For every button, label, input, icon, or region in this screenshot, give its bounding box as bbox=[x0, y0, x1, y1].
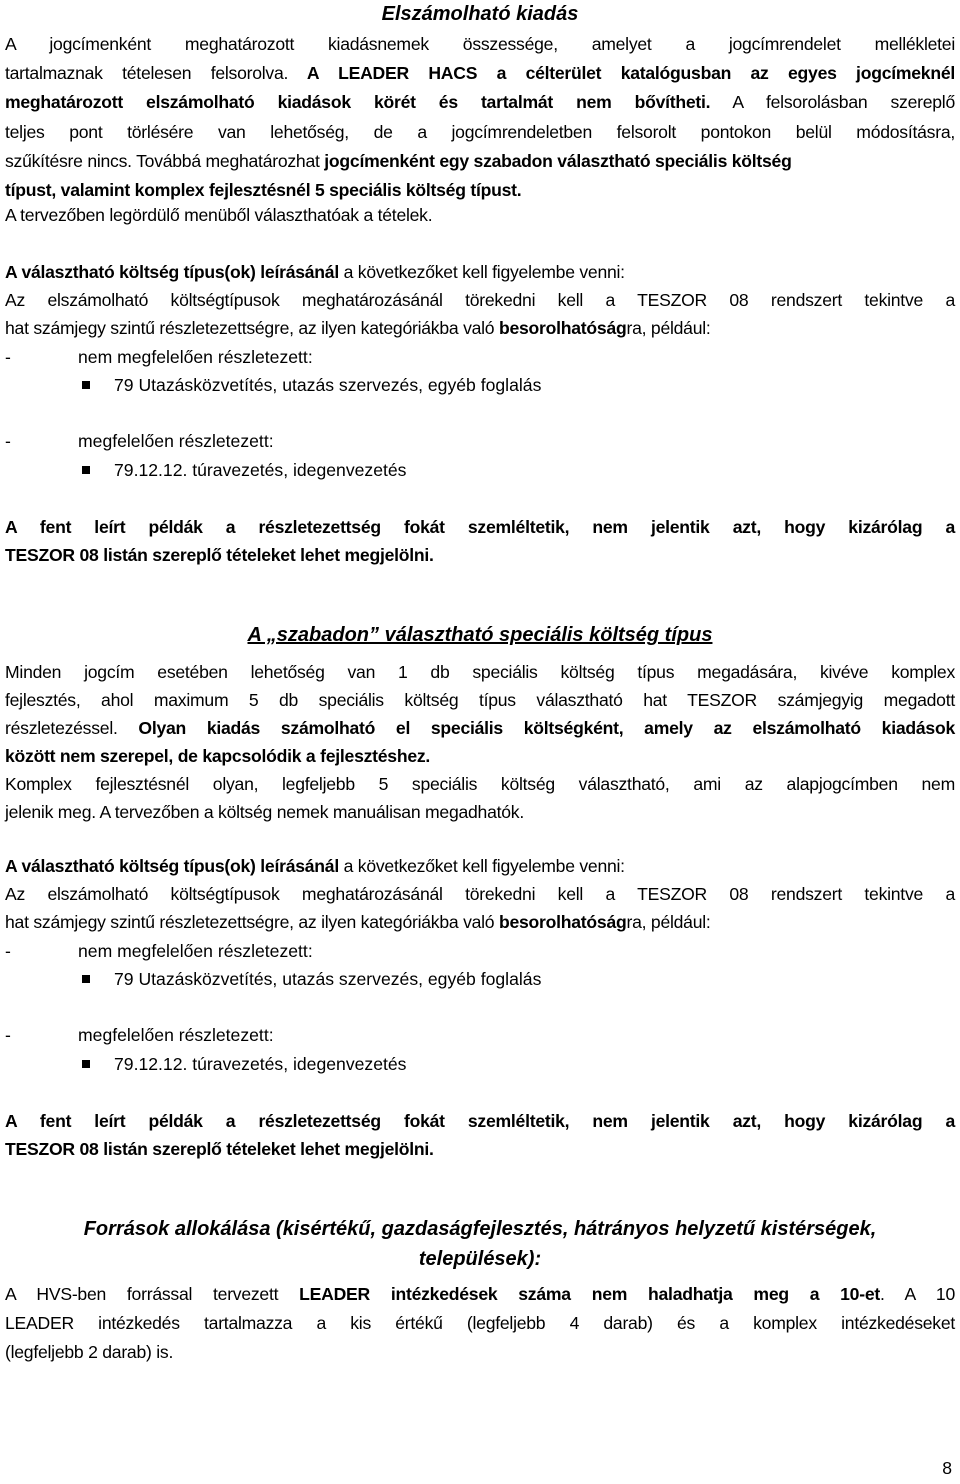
paragraph-line: hat számjegy szintű részletezettségre, az ilyen kategóriákba való besorolhatóságra, például: bbox=[5, 912, 711, 932]
paragraph-line: Minden jogcím esetében lehetőség van 1 db speciális költség típus megadására, kivéve komplex bbox=[5, 662, 955, 682]
note-line: TESZOR 08 listán szereplő tételeket lehet megjelölni. bbox=[5, 545, 434, 565]
paragraph-line: hat számjegy szintű részletezettségre, az ilyen kategóriákba való besorolhatóságra, például: bbox=[5, 318, 711, 338]
list-item: - megfelelően részletezett: bbox=[5, 431, 274, 451]
paragraph-line: A választható költség típus(ok) leírásánál a következőket kell figyelembe venni: bbox=[5, 262, 625, 282]
note-line: TESZOR 08 listán szereplő tételeket lehet megjelölni. bbox=[5, 1139, 434, 1159]
list-item: - megfelelően részletezett: bbox=[5, 1025, 274, 1045]
paragraph-line: jelenik meg. A tervezőben a költség nemek manuálisan megadhatók. bbox=[5, 802, 524, 822]
list-item: - nem megfelelően részletezett: bbox=[5, 347, 313, 367]
square-bullet-icon bbox=[82, 975, 90, 983]
paragraph-line: A tervezőben legördülő menüből választhatóak a tételek. bbox=[5, 205, 433, 225]
paragraph-line: Komplex fejlesztésnél olyan, legfeljebb 5 speciális költség választható, ami az alapjogcímben nem bbox=[5, 774, 955, 794]
paragraph-line: fejlesztés, ahol maximum 5 db speciális költség típus választható hat TESZOR számjegyig megadott bbox=[5, 690, 955, 710]
list-item: 79.12.12. túravezetés, idegenvezetés bbox=[82, 1052, 406, 1076]
list-item: 79 Utazásközvetítés, utazás szervezés, egyéb foglalás bbox=[82, 373, 541, 397]
section-title: A „szabadon” választható speciális költség típus bbox=[247, 624, 713, 646]
list-item: 79 Utazásközvetítés, utazás szervezés, egyéb foglalás bbox=[82, 967, 541, 991]
list-item: - nem megfelelően részletezett: bbox=[5, 941, 313, 961]
paragraph-line: A HVS-ben forrással tervezett LEADER intézkedések száma nem haladhatja meg a 10-et. A 10 bbox=[5, 1284, 956, 1304]
page-number: 8 bbox=[942, 1458, 952, 1478]
paragraph-line: A választható költség típus(ok) leírásánál a következőket kell figyelembe venni: bbox=[5, 856, 625, 876]
paragraph-line: meghatározott elszámolható kiadások körét és tartalmát nem bővítheti. A felsorolásban szereplő bbox=[5, 92, 955, 112]
paragraph-line: részletezéssel. Olyan kiadás számolható el speciális költségként, amely az elszámolható kiadások bbox=[5, 718, 955, 738]
paragraph-line: tartalmaznak tételesen felsorolva. A LEADER HACS a célterület katalógusban az egyes jogcímeknél bbox=[5, 63, 955, 83]
paragraph-line: teljes pont törlésére van lehetőség, de a jogcímrendeletben felsorolt pontokon belül módosításra, bbox=[5, 122, 955, 142]
note-line: A fent leírt példák a részletezettség fokát szemléltetik, nem jelentik azt, hogy kizárólag a bbox=[5, 517, 955, 537]
paragraph-line: között nem szerepel, de kapcsolódik a fejlesztéshez. bbox=[5, 746, 431, 766]
square-bullet-icon bbox=[82, 466, 90, 474]
list-item: 79.12.12. túravezetés, idegenvezetés bbox=[82, 458, 406, 482]
section-title-continued: települések): bbox=[418, 1248, 542, 1270]
paragraph-line: Az elszámolható költségtípusok meghatározásánál törekedni kell a TESZOR 08 rendszert tekintve a bbox=[5, 290, 955, 310]
paragraph-line: Az elszámolható költségtípusok meghatározásánál törekedni kell a TESZOR 08 rendszert tekintve a bbox=[5, 884, 955, 904]
paragraph-line: LEADER intézkedés tartalmazza a kis értékű (legfeljebb 4 darab) és a komplex intézkedéseket bbox=[5, 1313, 955, 1333]
square-bullet-icon bbox=[82, 381, 90, 389]
paragraph-line: típust, valamint komplex fejlesztésnél 5 speciális költség típust. bbox=[5, 180, 522, 200]
note-line: A fent leírt példák a részletezettség fokát szemléltetik, nem jelentik azt, hogy kizárólag a bbox=[5, 1111, 955, 1131]
paragraph-line: szűkítésre nincs. Továbbá meghatározhat jogcímenként egy szabadon választható speciális költség bbox=[5, 151, 792, 171]
paragraph-line: A jogcímenként meghatározott kiadásnemek összessége, amelyet a jogcímrendelet mellékletei bbox=[5, 34, 955, 54]
section-title: Források allokálása (kisértékű, gazdaságfejlesztés, hátrányos helyzetű kistérségek, bbox=[83, 1218, 877, 1240]
square-bullet-icon bbox=[82, 1060, 90, 1068]
paragraph-line: (legfeljebb 2 darab) is. bbox=[5, 1342, 174, 1362]
section-title: Elszámolható kiadás bbox=[381, 3, 579, 25]
